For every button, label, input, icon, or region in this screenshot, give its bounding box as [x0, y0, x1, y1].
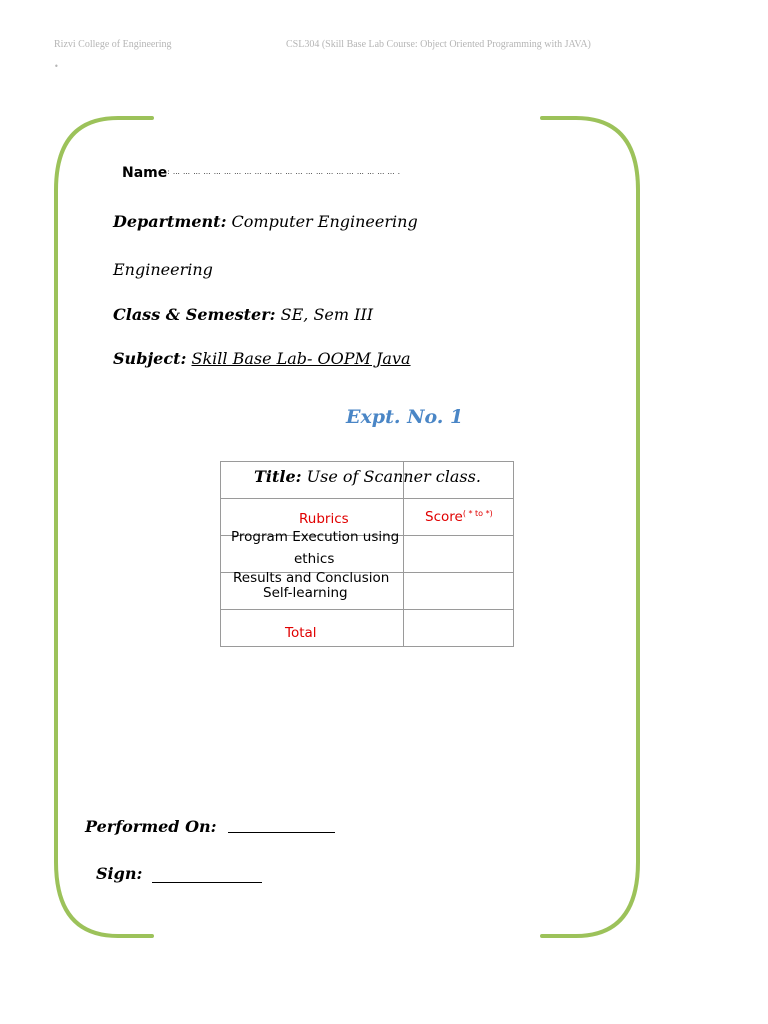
subject-field — [113, 349, 411, 369]
engineering-line: Engineering — [113, 260, 213, 279]
title-value: Use of Scanner class. — [301, 467, 481, 486]
experiment-title — [254, 467, 481, 486]
subject-value: Skill Base Lab- OOPM Java — [191, 349, 411, 368]
department-label: Department: — [113, 212, 227, 231]
title-label: Title: — [254, 467, 302, 486]
rubrics-header: Rubrics — [299, 511, 349, 527]
performed-on-line — [228, 832, 335, 833]
row-ethics: ethics — [294, 551, 335, 567]
department-field — [113, 212, 418, 232]
table-cell — [404, 536, 514, 573]
score-header — [425, 509, 493, 525]
name-field — [122, 165, 401, 181]
header-course: CSL304 (Skill Base Lab Course: Object Oriented Programming with JAVA) — [286, 39, 591, 50]
header-college: Rizvi College of Engineering — [54, 39, 172, 50]
class-label: Class & Semester: — [113, 305, 276, 324]
department-value: Computer Engineering — [226, 212, 418, 231]
class-value: SE, Sem III — [275, 305, 374, 324]
experiment-number: Expt. No. 1 — [346, 406, 464, 428]
row-self-learning: Self-learning — [263, 585, 348, 601]
name-dots: : … … … … … … … … … … … … … … … … … … … … … … . — [167, 168, 401, 176]
border-left — [56, 118, 152, 936]
total-label: Total — [285, 625, 317, 641]
class-semester-field — [113, 305, 373, 325]
performed-on-label: Performed On: — [85, 817, 217, 836]
score-range: ( * to *) — [462, 509, 493, 518]
table-cell — [404, 573, 514, 610]
row-results-conclusion: Results and Conclusion — [233, 570, 390, 586]
row-program-execution: Program Execution using — [231, 529, 400, 545]
border-right — [542, 118, 638, 936]
table-cell — [404, 610, 514, 647]
score-label: Score — [425, 509, 463, 525]
header-bullet: • — [54, 62, 59, 71]
sign-line — [152, 882, 262, 883]
table-row — [221, 610, 514, 647]
sign-label: Sign: — [96, 864, 143, 883]
name-label: Name — [122, 165, 168, 181]
subject-label: Subject: — [113, 349, 187, 368]
rubric-table — [220, 461, 514, 647]
